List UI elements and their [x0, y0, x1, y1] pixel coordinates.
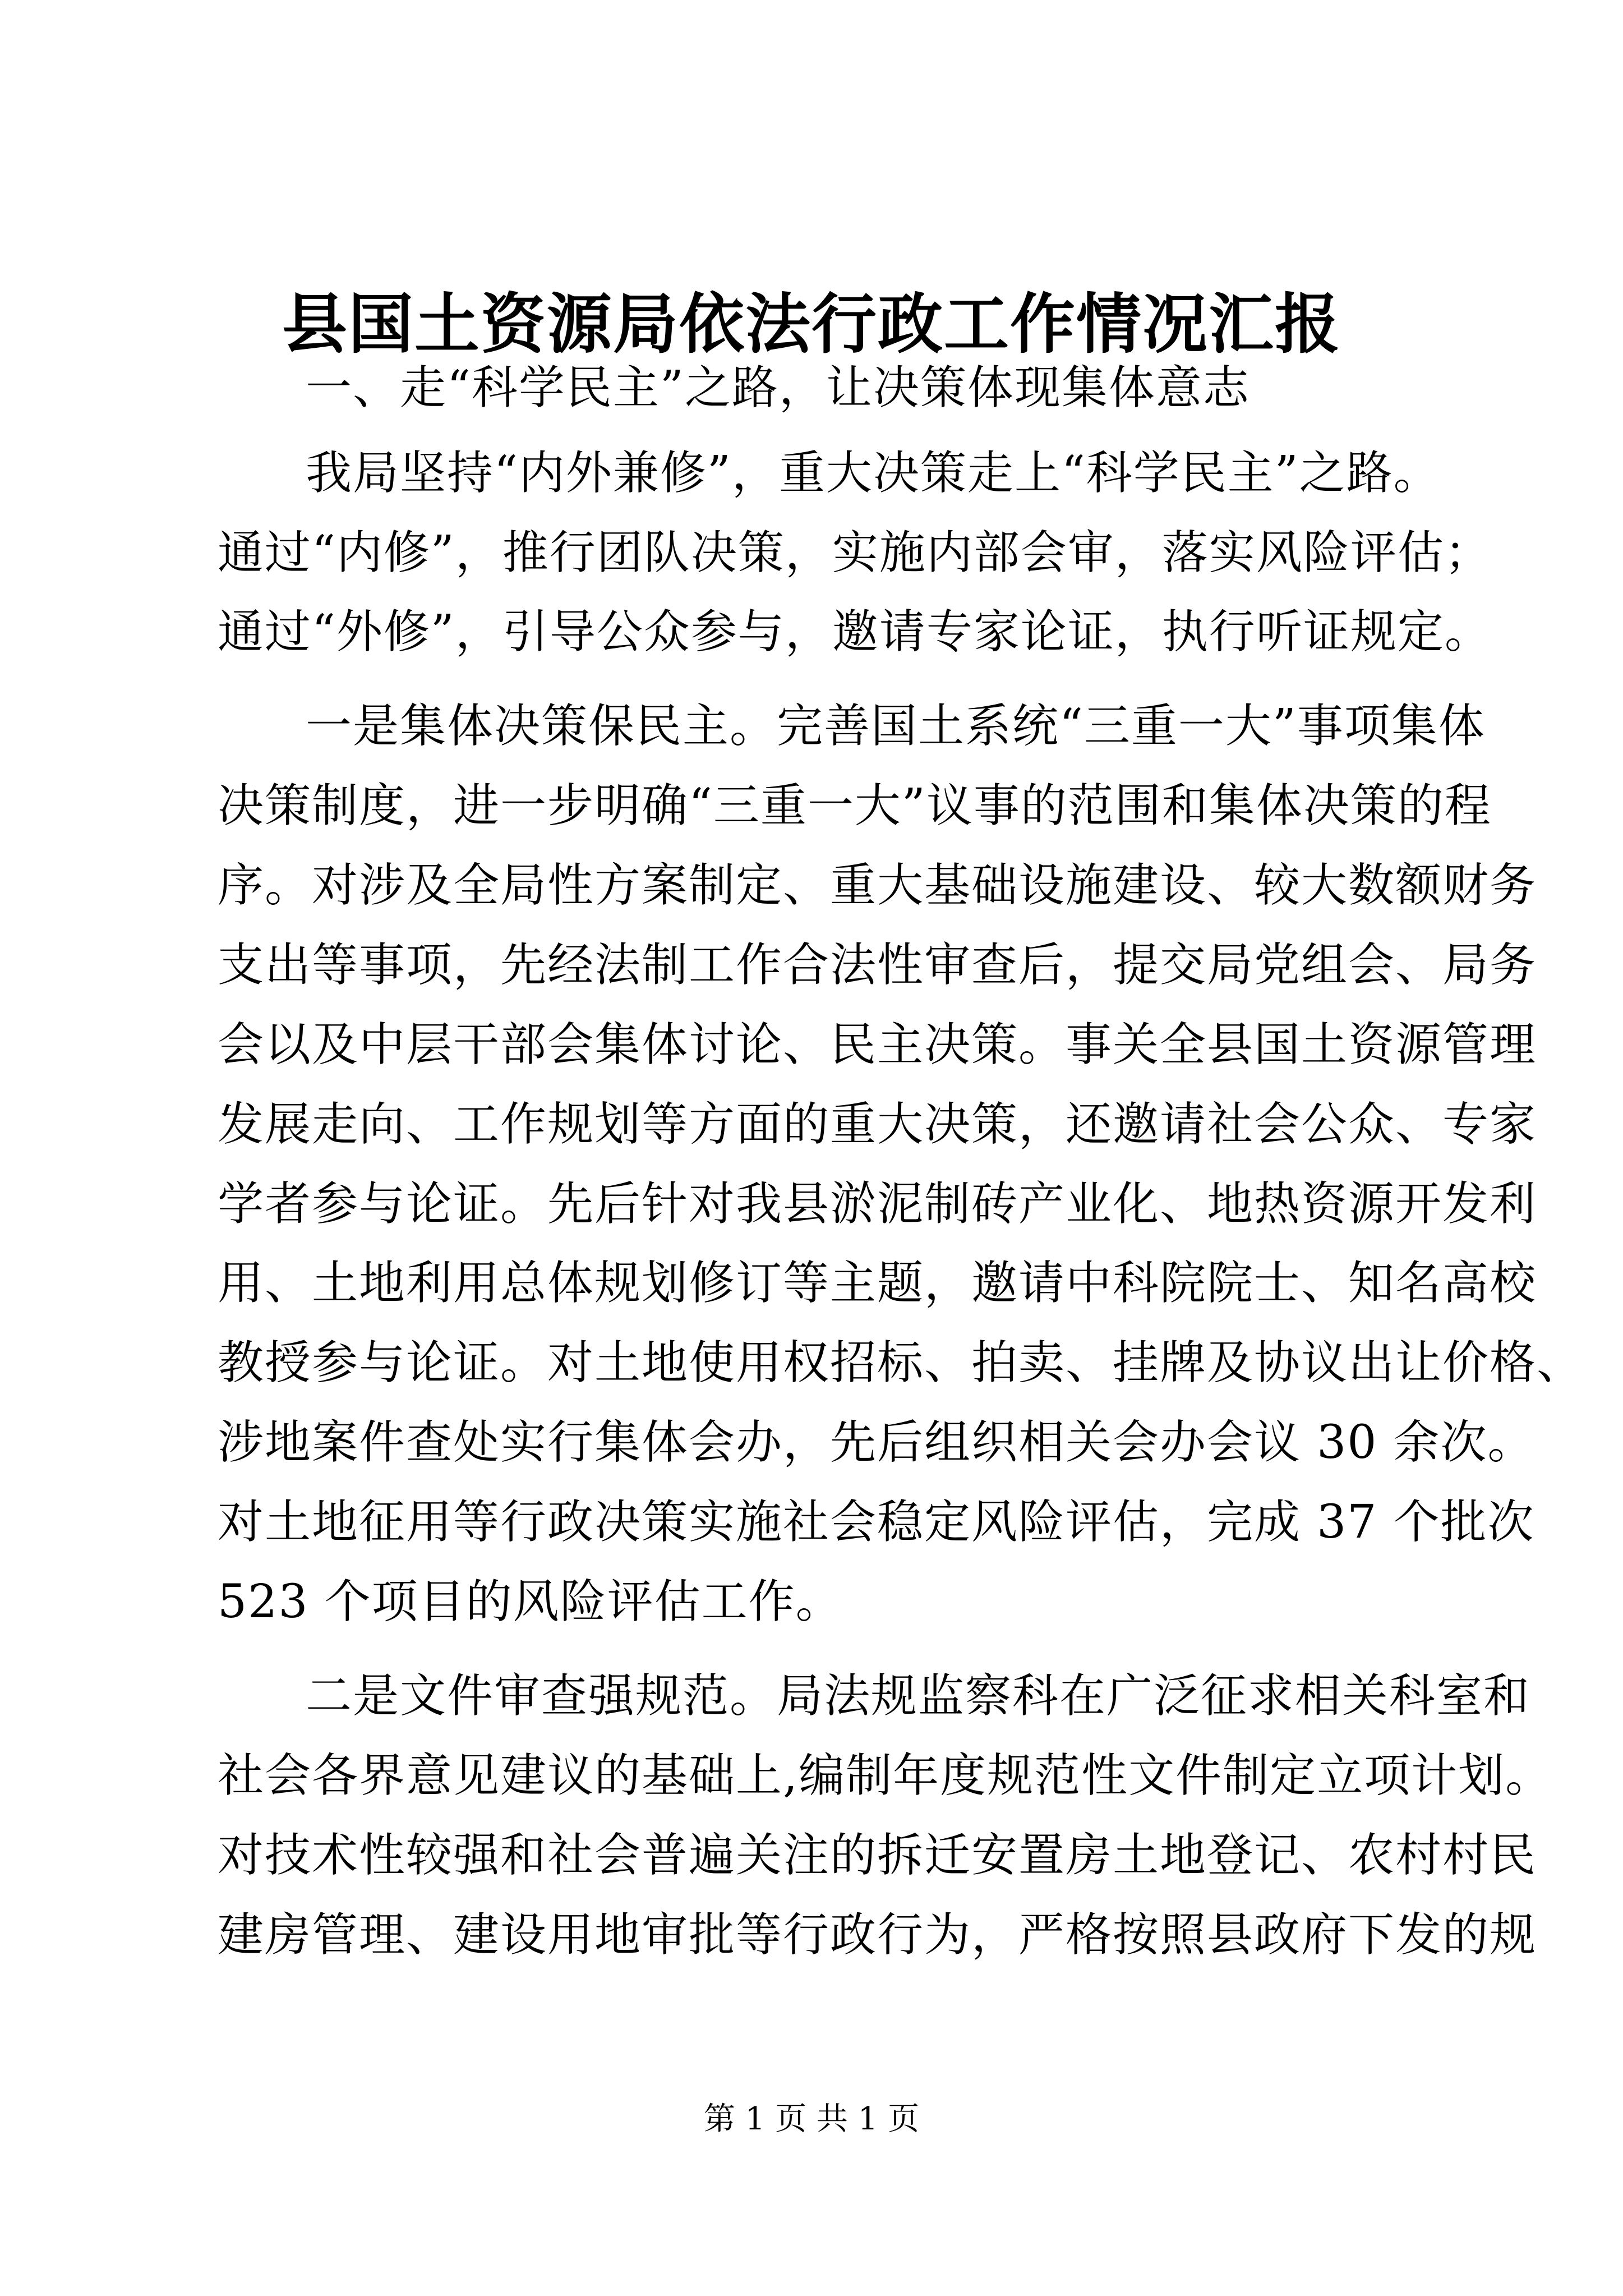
paragraph-line: 决策制度，进一步明确“三重一大”议事的范围和集体决策的程	[218, 779, 1492, 832]
paragraph-line: 支出等事项，先经法制工作合法性审查后，提交局党组会、局务	[218, 938, 1537, 992]
paragraph-line: 对土地征用等行政决策实施社会稳定风险评估，完成 37 个批次	[218, 1496, 1535, 1549]
paragraph-line: 一是集体决策保民主。完善国土系统“三重一大”事项集体	[306, 700, 1486, 753]
paragraph-line: 学者参与论证。先后针对我县淤泥制砖产业化、地热资源开发利	[218, 1177, 1537, 1231]
paragraph-line: 二是文件审查强规范。局法规监察科在广泛征求相关科室和	[306, 1669, 1531, 1723]
paragraph-line: 通过“内修”，推行团队决策，实施内部会审，落实风险评估；	[218, 526, 1492, 579]
paragraph-line: 通过“外修”，引导公众参与，邀请专家论证，执行听证规定。	[218, 605, 1492, 659]
paragraph-line: 会以及中层干部会集体讨论、民主决策。事关全县国土资源管理	[218, 1018, 1537, 1071]
paragraph-line: 我局坚持“内外兼修”，重大决策走上“科学民主”之路。	[306, 447, 1441, 500]
paragraph-line: 对技术性较强和社会普遍关注的拆迁安置房土地登记、农村村民	[218, 1829, 1537, 1882]
paragraph-line: 发展走向、工作规划等方面的重大决策，还邀请社会公众、专家	[218, 1098, 1537, 1151]
section-heading: 一、走“科学民主”之路，让决策体现集体意志	[306, 361, 1250, 415]
paragraph-line: 涉地案件查处实行集体会办，先后组织相关会办会议 30 余次。	[218, 1416, 1535, 1469]
paragraph-line: 建房管理、建设用地审批等行政行为，严格按照县政府下发的规	[218, 1908, 1537, 1962]
document-title: 县国土资源局依法行政工作情况汇报	[282, 286, 1341, 362]
paragraph-line: 序。对涉及全局性方案制定、重大基础设施建设、较大数额财务	[218, 859, 1537, 912]
paragraph-line: 523 个项目的风险评估工作。	[218, 1575, 843, 1628]
paragraph-line: 用、土地利用总体规划修订等主题，邀请中科院院士、知名高校	[218, 1257, 1537, 1310]
paragraph-line: 教授参与论证。对土地使用权招标、拍卖、挂牌及协议出让价格、	[218, 1336, 1584, 1389]
page-footer: 第 1 页 共 1 页	[703, 2101, 920, 2137]
paragraph-line: 社会各界意见建议的基础上,编制年度规范性文件制定立项计划。	[218, 1749, 1553, 1802]
